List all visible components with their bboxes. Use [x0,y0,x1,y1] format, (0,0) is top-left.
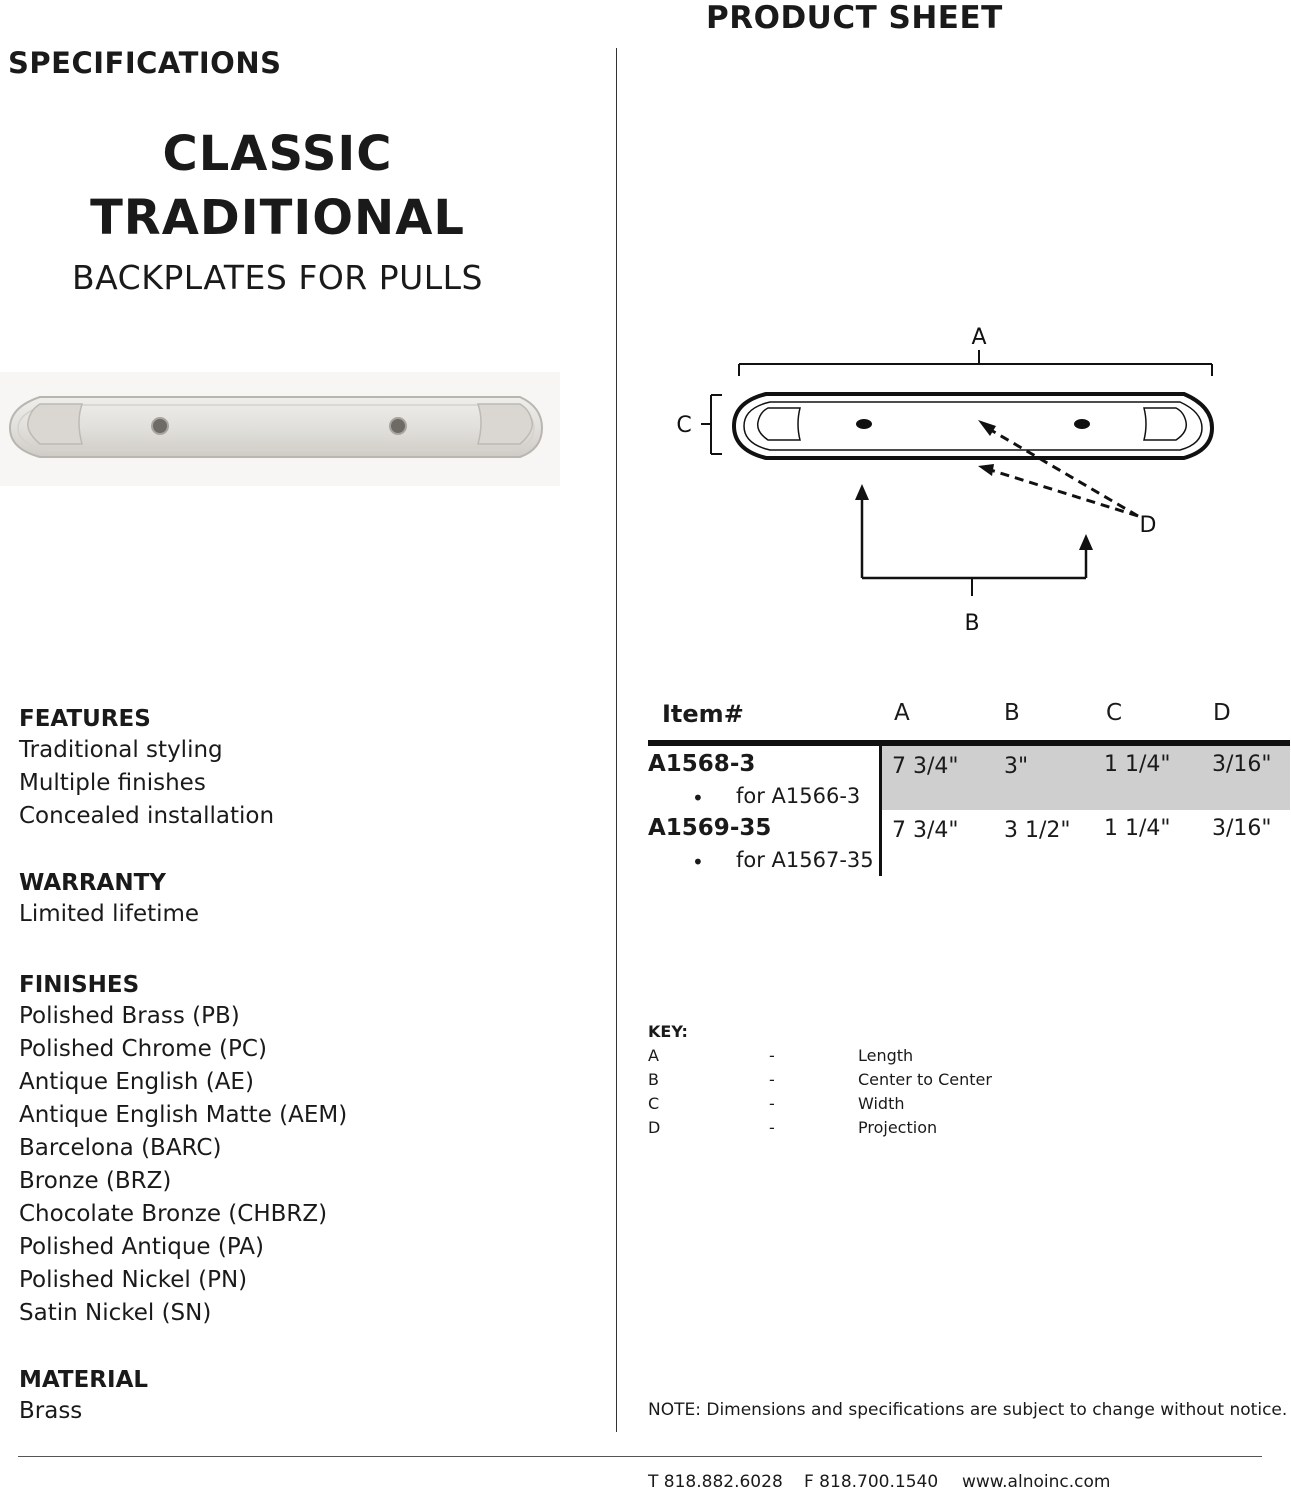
item-code: A1569-35 [648,815,772,841]
key-dash: - [769,1070,775,1089]
key-letter: D [648,1118,661,1137]
diagram-label-c: C [676,413,692,438]
product-name-line2: TRADITIONAL [90,190,465,246]
cell-b: 3" [1004,754,1029,779]
cell-d: 3/16" [1212,816,1272,841]
table-header-a: A [894,700,910,726]
bullet: • [692,850,704,874]
features-heading: FEATURES [19,706,151,732]
item-compatibility: for A1567-35 [736,848,874,872]
product-name-line1: CLASSIC [162,126,393,182]
table-header-d: D [1213,700,1231,726]
footer-phone: T 818.882.6028 [648,1472,783,1492]
key-dash: - [769,1094,775,1113]
item-compatibility: for A1566-3 [736,784,861,808]
product-subtitle: BACKPLATES FOR PULLS [72,258,483,297]
key-dash: - [769,1046,775,1065]
table-header-item: Item# [662,700,744,728]
finish-item: Antique English (AE) [19,1069,254,1095]
diagram-label-d: D [1139,513,1157,538]
key-description: Length [858,1046,914,1065]
key-letter: C [648,1094,660,1113]
cell-c: 1 1/4" [1104,816,1171,841]
table-header-c: C [1106,700,1123,726]
bullet: • [692,786,704,810]
table-header-b: B [1004,700,1020,726]
key-description: Center to Center [858,1070,992,1089]
cell-a: 7 3/4" [892,818,959,843]
footer-fax: F 818.700.1540 [804,1472,939,1492]
mount-hole-right [390,418,406,434]
warranty-item: Limited lifetime [19,901,200,927]
finish-item: Chocolate Bronze (CHBRZ) [19,1201,328,1227]
finish-item: Satin Nickel (SN) [19,1300,212,1326]
finish-item: Polished Chrome (PC) [19,1036,267,1062]
dimension-table [648,700,1290,880]
specifications-title: SPECIFICATIONS [8,46,282,80]
sheet-title: PRODUCT SHEET [706,0,1003,36]
key-letter: A [648,1046,659,1065]
finish-item: Polished Nickel (PN) [19,1267,248,1293]
cell-d: 3/16" [1212,752,1272,777]
feature-item: Traditional styling [19,737,223,763]
finishes-heading: FINISHES [19,972,140,998]
finish-item: Barcelona (BARC) [19,1135,222,1161]
finishes-section [19,970,599,1330]
cell-b: 3 1/2" [1004,818,1071,843]
cell-a: 7 3/4" [892,754,959,779]
warranty-heading: WARRANTY [19,870,166,896]
warranty-section [19,868,599,931]
mount-hole-left [152,418,168,434]
finish-item: Polished Brass (PB) [19,1003,240,1029]
material-item: Brass [19,1398,83,1424]
key-title: KEY: [648,1022,688,1041]
finish-item: Polished Antique (PA) [19,1234,264,1260]
key-description: Projection [858,1118,938,1137]
item-code: A1568-3 [648,751,756,777]
finish-item: Antique English Matte (AEM) [19,1102,348,1128]
feature-item: Multiple finishes [19,770,206,796]
finish-item: Bronze (BRZ) [19,1168,172,1194]
backplate-photo [0,372,560,486]
cell-c: 1 1/4" [1104,752,1171,777]
footer-divider [18,1456,1262,1457]
table-column-rule [879,746,882,876]
column-divider [616,48,617,1432]
dimension-key [648,1022,1268,1142]
key-letter: B [648,1070,659,1089]
key-description: Width [858,1094,905,1113]
dimension-diagram [640,320,1260,640]
features-section [19,704,599,833]
diagram-label-b: B [964,611,980,636]
feature-item: Concealed installation [19,803,275,829]
key-dash: - [769,1118,775,1137]
disclaimer-note: NOTE: Dimensions and specifications are subject to change without notice. [648,1400,1288,1420]
diagram-label-a: A [971,325,987,350]
material-heading: MATERIAL [19,1367,149,1393]
material-section [19,1365,599,1428]
footer-website[interactable]: www.alnoinc.com [962,1472,1111,1492]
